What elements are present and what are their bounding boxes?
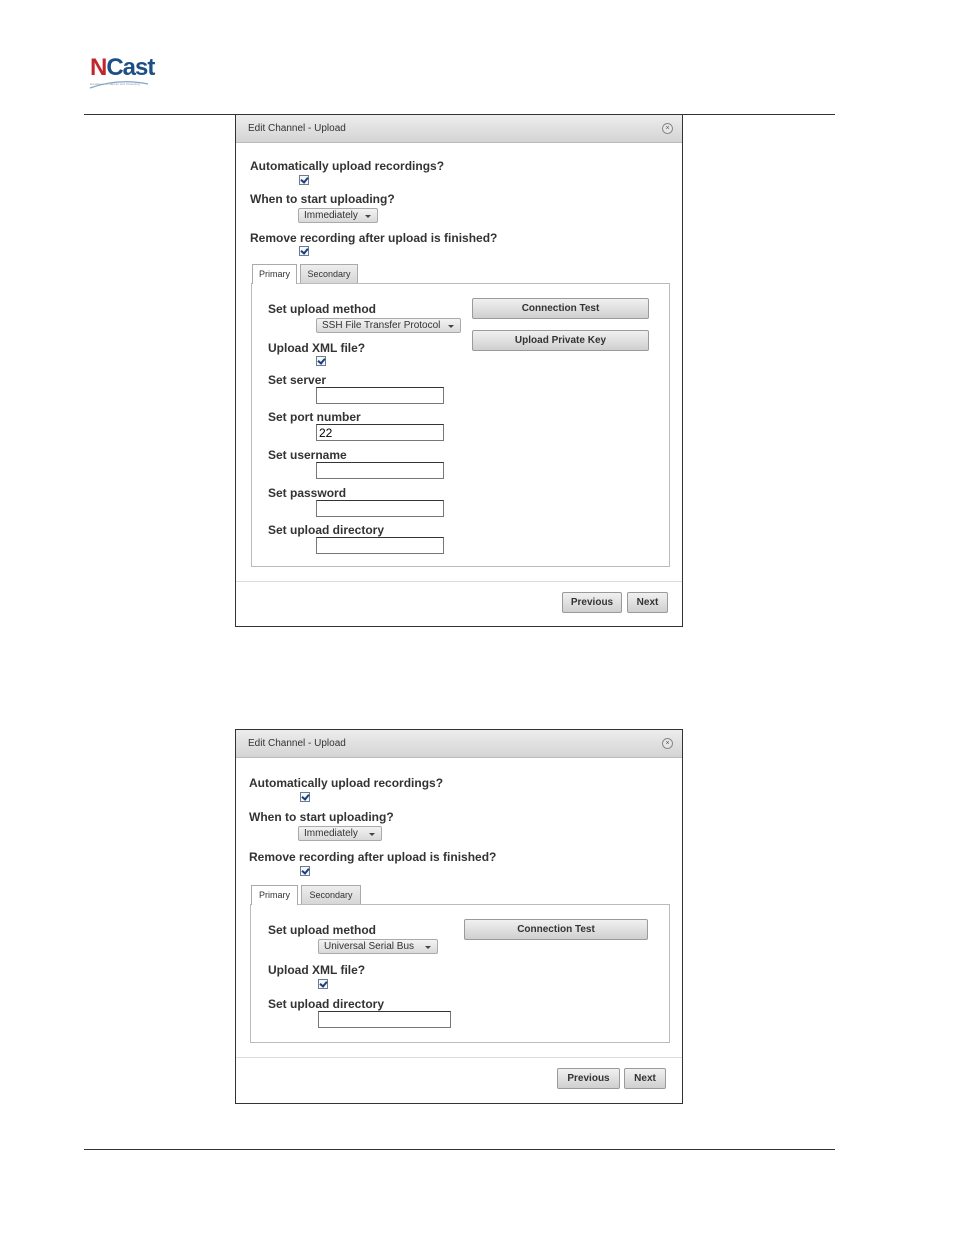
tab-primary[interactable]: Primary: [252, 264, 297, 284]
when-label: When to start uploading?: [249, 810, 394, 824]
password-input[interactable]: [316, 500, 444, 517]
auto-upload-checkbox[interactable]: [299, 175, 309, 185]
ncast-logo: [84, 54, 164, 94]
connection-test-button[interactable]: Connection Test: [472, 298, 649, 319]
dialog-title: Edit Channel - Upload: [248, 123, 346, 134]
remove-checkbox[interactable]: [300, 866, 310, 876]
dialog-footer-divider: [236, 1057, 682, 1058]
logo-tagline: Excellence in Capture and Streaming: [90, 82, 140, 86]
directory-label: Set upload directory: [268, 523, 385, 537]
close-icon[interactable]: ×: [662, 123, 673, 134]
edit-channel-dialog-usb: [235, 729, 683, 1104]
method-label: Set upload method: [268, 302, 376, 316]
tab-secondary[interactable]: Secondary: [300, 264, 358, 283]
auto-upload-label: Automatically upload recordings?: [250, 159, 445, 173]
xml-label: Upload XML file?: [268, 341, 366, 355]
remove-label: Remove recording after upload is finished?: [250, 231, 498, 245]
when-select[interactable]: Immediately: [298, 826, 382, 841]
directory-input[interactable]: [318, 1011, 451, 1028]
upload-private-key-button[interactable]: Upload Private Key: [472, 330, 649, 351]
next-button[interactable]: Next: [627, 592, 668, 613]
server-label: Set server: [268, 373, 327, 387]
when-label: When to start uploading?: [250, 192, 395, 206]
port-label: Set port number: [268, 410, 361, 424]
password-label: Set password: [268, 486, 347, 500]
directory-label: Set upload directory: [268, 997, 385, 1011]
dialog-titlebar: [236, 115, 682, 143]
port-input[interactable]: [316, 424, 444, 441]
method-label: Set upload method: [268, 923, 376, 937]
auto-upload-checkbox[interactable]: [300, 792, 310, 802]
username-label: Set username: [268, 448, 347, 462]
xml-label: Upload XML file?: [268, 963, 366, 977]
tab-secondary[interactable]: Secondary: [301, 885, 361, 904]
edit-channel-dialog-sftp: [235, 114, 683, 627]
when-select[interactable]: Immediately: [298, 208, 378, 223]
chevron-down-icon: [425, 946, 431, 949]
dialog-titlebar: [236, 730, 682, 758]
xml-checkbox[interactable]: [318, 979, 328, 989]
previous-button[interactable]: Previous: [557, 1068, 620, 1089]
chevron-down-icon: [448, 325, 454, 328]
auto-upload-label: Automatically upload recordings?: [249, 776, 444, 790]
close-icon[interactable]: ×: [662, 738, 673, 749]
xml-checkbox[interactable]: [316, 356, 326, 366]
tab-primary[interactable]: Primary: [251, 885, 298, 905]
logo-wordmark: NCast: [90, 54, 155, 81]
method-select[interactable]: SSH File Transfer Protocol: [316, 318, 461, 333]
primary-tab-panel: [250, 904, 670, 1043]
previous-button[interactable]: Previous: [562, 592, 622, 613]
dialog-title: Edit Channel - Upload: [248, 738, 346, 749]
chevron-down-icon: [365, 215, 371, 218]
username-input[interactable]: [316, 462, 444, 479]
method-select[interactable]: Universal Serial Bus: [318, 939, 438, 954]
server-input[interactable]: [316, 387, 444, 404]
directory-input[interactable]: [316, 537, 444, 554]
next-button[interactable]: Next: [624, 1068, 666, 1089]
connection-test-button[interactable]: Connection Test: [464, 919, 648, 940]
remove-checkbox[interactable]: [299, 246, 309, 256]
primary-tab-panel: [251, 283, 670, 567]
remove-label: Remove recording after upload is finished?: [249, 850, 497, 864]
footer-rule: [84, 1149, 835, 1150]
chevron-down-icon: [369, 833, 375, 836]
dialog-footer-divider: [236, 581, 682, 582]
